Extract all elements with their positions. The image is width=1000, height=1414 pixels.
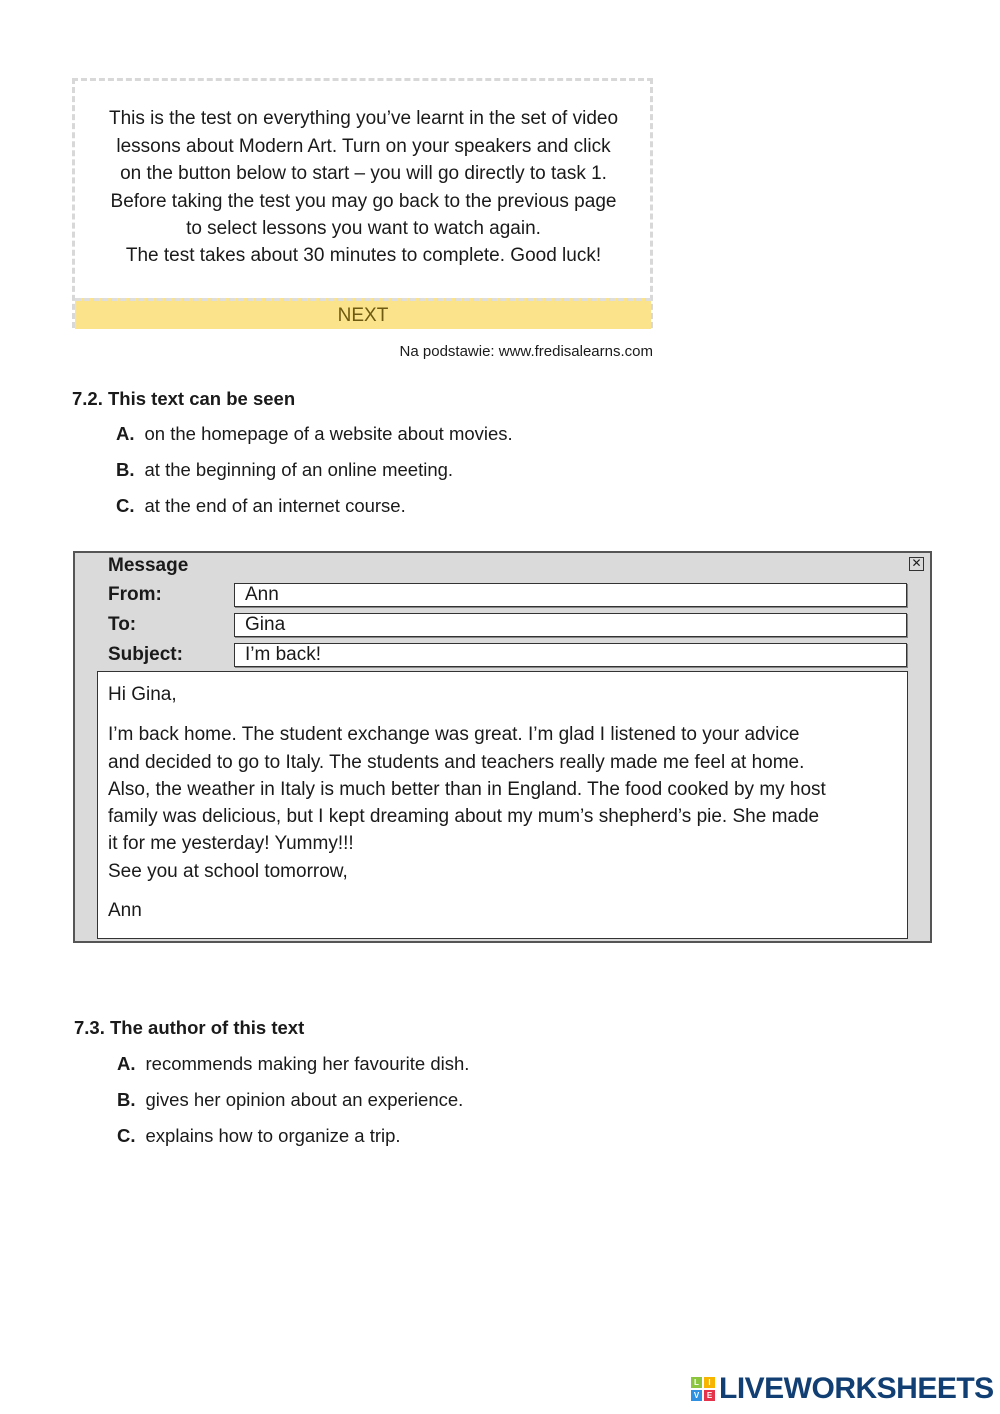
subject-field[interactable]: I’m back! bbox=[234, 643, 907, 667]
from-field[interactable]: Ann bbox=[234, 583, 907, 607]
next-button[interactable]: NEXT bbox=[75, 298, 651, 329]
option-c[interactable]: C. explains how to organize a trip. bbox=[117, 1125, 401, 1146]
body-line: family was delicious, but I kept dreaming about my mum’s shepherd’s pie. She made bbox=[108, 806, 820, 827]
option-a[interactable]: A. on the homepage of a website about movies. bbox=[116, 423, 513, 444]
liveworksheets-logo bbox=[690, 1374, 994, 1404]
body-line: it for me yesterday! Yummy!!! bbox=[108, 833, 354, 854]
source-note: Na podstawie: www.fredisalearns.com bbox=[399, 343, 653, 360]
notice-line: The test takes about 30 minutes to complete. Good luck! bbox=[125, 245, 602, 266]
notice-line: Before taking the test you may go back to the previous page bbox=[110, 191, 617, 212]
subject-label: Subject: bbox=[108, 644, 183, 665]
notice-line: to select lessons you want to watch again. bbox=[186, 218, 541, 239]
notice-line: on the button below to start – you will go directly to task 1. bbox=[120, 163, 607, 184]
to-label: To: bbox=[108, 614, 137, 635]
question-7-3: 7.3. The author of this text bbox=[74, 1017, 305, 1038]
notice-line: This is the test on everything you’ve learnt in the set of video bbox=[108, 108, 619, 129]
body-line: Also, the weather in Italy is much better than in England. The food cooked by my host bbox=[108, 779, 826, 800]
body-line: I’m back home. The student exchange was great. I’m glad I listened to your advice bbox=[108, 724, 800, 745]
notice-line: lessons about Modern Art. Turn on your speakers and click bbox=[116, 136, 611, 157]
to-field[interactable]: Gina bbox=[234, 613, 907, 637]
logo-text: LIVEWORKSHEETS bbox=[719, 1372, 994, 1405]
option-b[interactable]: B. at the beginning of an online meeting. bbox=[116, 459, 454, 480]
option-b[interactable]: B. gives her opinion about an experience. bbox=[117, 1089, 464, 1110]
message-body bbox=[97, 671, 908, 939]
body-line: Hi Gina, bbox=[108, 684, 177, 705]
option-a[interactable]: A. recommends making her favourite dish. bbox=[117, 1053, 470, 1074]
from-label: From: bbox=[108, 584, 162, 605]
body-line: Ann bbox=[108, 900, 142, 921]
body-line: See you at school tomorrow, bbox=[108, 861, 348, 882]
option-c[interactable]: C. at the end of an internet course. bbox=[116, 495, 406, 516]
question-7-2: 7.2. This text can be seen bbox=[72, 388, 296, 409]
logo-icon: L I V E bbox=[690, 1376, 716, 1402]
close-icon[interactable]: ✕ bbox=[909, 557, 924, 571]
body-line: and decided to go to Italy. The students and teachers really made me feel at home. bbox=[108, 752, 805, 773]
message-title: Message bbox=[108, 555, 189, 576]
